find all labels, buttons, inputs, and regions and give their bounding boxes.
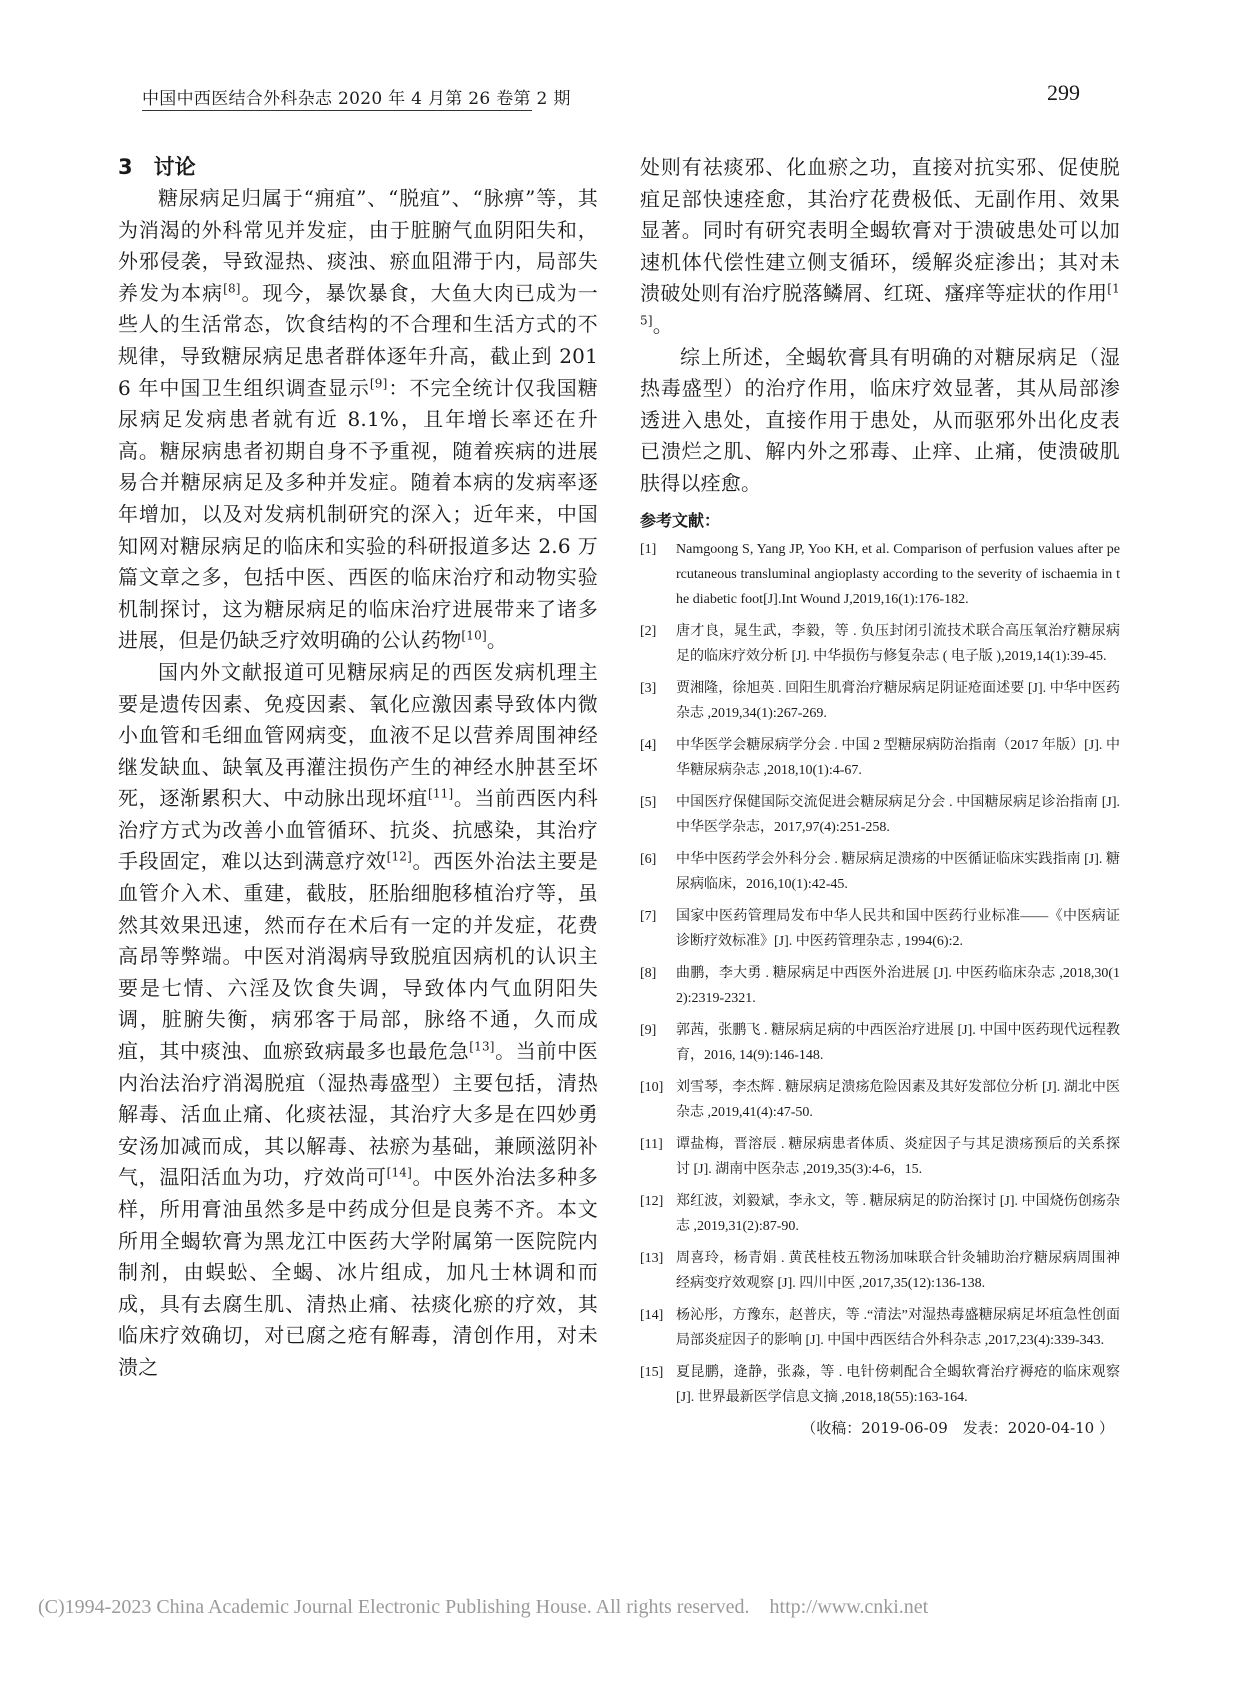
reference-item [640,676,1120,726]
reference-number: [4] [640,737,657,753]
reference-text: Namgoong S, Yang JP, Yoo KH, et al. Comparison of perfusion values after percutaneous transluminal angioplasty according to the severity of ischaemia in the diabetic foot[J].Int Wound J,2019,16(1):176-182. [676,541,1120,607]
reference-text: 郭茜，张鹏飞 . 糖尿病足病的中西医治疗进展 [J]. 中国中医药现代远程教育，2016, 14(9):146-148. [676,1022,1120,1063]
reference-number: [10] [640,1079,664,1095]
reference-text: 中华医学会糖尿病学分会 . 中国 2 型糖尿病防治指南（2017 年版）[J]. 中华糖尿病杂志 ,2018,10(1):4-67. [676,737,1120,778]
discussion-paragraph-2 [118,657,598,1384]
text-run: 处则有祛痰邪、化血瘀之功，直接对抗实邪、促使脱疽足部快速痊愈，其治疗花费极低、无副作用、效果显著。同时有研究表明全蝎软膏对于溃破患处可以加速机体代偿性建立侧支循环，缓解炎症渗出；其对未溃破处则有治疗脱落鳞屑、红斑、瘙痒等症状的作用 [640,155,1120,306]
reference-number: [12] [640,1193,664,1209]
text-run: 。现今，暴饮暴食，大鱼大肉已成为一些人的生活常态，饮食结构的不合理和生活方式的不规律，导致糖尿病足患者群体逐年升高，截止到 2016 年中国卫生组织调查显示 [118,280,598,400]
reference-number: [11] [640,1136,663,1152]
reference-text: 夏昆鹏，逄静，张淼，等 . 电针傍刺配合全蝎软膏治疗褥疮的临床观察 [J]. 世界最新医学信息文摘 ,2018,18(55):163-164. [676,1364,1120,1405]
left-column [118,152,598,1384]
copyright-footer [38,1596,1138,1619]
reference-text: 唐才良，晁生武，李毅，等 . 负压封闭引流技术联合高压氧治疗糖尿病足的临床疗效分析 [J]. 中华损伤与修复杂志 ( 电子版 ),2019,14(1):39-45. [676,623,1120,664]
reference-item [640,1075,1120,1125]
reference-text: 中华中医药学会外科分会 . 糖尿病足溃疡的中医循证临床实践指南 [J]. 糖尿病临床，2016,10(1):42-45. [676,851,1120,892]
text-run: 。中医外治法多种多样，所用膏油虽然多是中药成分但是良莠不齐。本文所用全蝎软膏为黑龙江中医药大学附属第一医院院内制剂，由蜈蚣、全蝎、冰片组成，加凡士林调和而成，具有去腐生肌、清热止痛、祛痰化瘀的疗效，其临床疗效确切，对已腐之疮有解毒，清创作用，对未溃之 [118,1165,598,1379]
citation-ref: [13] [469,1039,495,1054]
reference-number: [2] [640,623,657,639]
references-heading: 参考文献： [640,510,721,530]
reference-item [640,537,1120,612]
text-run: 糖尿病足归属于“痈疽”、“脱疽”、“脉痹”等，其为消渴的外科常见并发症，由于脏腑气血阴阳失和，外邪侵袭，导致湿热、痰浊、瘀血阻滞于内，局部失养发为本病 [118,186,598,305]
page-number: 299 [1047,80,1080,105]
text-run: ：不完全统计仅我国糖尿病足发病患者就有近 8.1%，且年增长率还在升高。糖尿病患者初期自身不予重视，随着疾病的进展易合并糖尿病足及多种并发症。随着本病的发病率逐年增加，以及对发病机制研究的深入；近年来，中国知网对糖尿病足的临床和实验的科研报道多达 2.6 万篇文章之多，包括中医、西医的临床治疗和动物实验机制探讨，这为糖尿病足的临床治疗进展带来了诸多进展，但是仍缺乏疗效明确的公认药物 [118,375,599,653]
citation-ref: [11] [427,786,454,801]
discussion-paragraph-2-continued [640,152,1120,342]
reference-list [640,537,1120,1410]
reference-item [640,1246,1120,1296]
reference-number: [15] [640,1364,664,1380]
cnki-url: http://www.cnki.net [769,1596,929,1618]
reference-item [640,733,1120,783]
text-run: 。当前中医内治法治疗消渴脱疽（湿热毒盛型）主要包括，清热解毒、活血止痛、化痰祛湿，其治疗大多是在四妙勇安汤加减而成，其以解毒、祛瘀为基础，兼顾滋阴补气，温阳活血为功，疗效尚可 [118,1039,598,1190]
reference-text: 贾湘隆，徐旭英 . 回阳生肌膏治疗糖尿病足阴证疮面述要 [J]. 中华中医药杂志 ,2019,34(1):267-269. [676,680,1120,721]
reference-item [640,790,1120,840]
reference-item [640,1132,1120,1182]
text-run: 。当前西医内科治疗方式为改善小血管循环、抗炎、抗感染，其治疗手段固定，难以达到满意疗效 [118,786,599,874]
text-run: 。西医外治法主要是血管介入术、重建，截肢，胚胎细胞移植治疗等，虽然其效果迅速，然而存在术后有一定的并发症，花费高昂等弊端。中医对消渴病导致脱疽因病机的认识主要是七情、六淫及饮食失调，导致体内气血阴阳失调，脏腑失衡，病邪客于局部，脉络不通，久而成疽，其中痰浊、血瘀致病最多也最危急 [118,849,598,1064]
reference-item [640,619,1120,669]
header-rule [142,110,532,111]
section-heading: 3 讨论 [118,155,196,179]
citation-ref: [15] [640,281,1120,328]
reference-text: 谭盐梅，晋溶辰 . 糖尿病患者体质、炎症因子与其足溃疡预后的关系探讨 [J]. 湖南中医杂志 ,2019,35(3):4-6，15. [676,1136,1120,1177]
citation-ref: [10] [461,628,487,643]
reference-text: 曲鹏，李大勇 . 糖尿病足中西医外治进展 [J]. 中医药临床杂志 ,2018,30(12):2319-2321. [676,965,1120,1006]
discussion-paragraph-1 [118,183,598,657]
reference-item [640,904,1120,954]
text-run: 国内外文献报道可见糖尿病足的西医发病机理主要是遗传因素、免疫因素、氧化应激因素导致体内微小血管和毛细血管网病变，血液不足以营养周围神经继发缺血、缺氧及再灌注损伤产生的神经水肿甚至坏死，逐渐累积大、中动脉出现坏疽 [118,659,598,811]
reference-text: 杨沁彤，方豫东，赵普庆，等 .“清法”对湿热毒盛糖尿病足坏疽急性创面局部炎症因子的影响 [J]. 中国中西医结合外科杂志 ,2017,23(4):339-343. [676,1307,1120,1348]
reference-item [640,847,1120,897]
reference-number: [8] [640,965,657,981]
citation-ref: [9] [369,375,388,390]
reference-item [640,1303,1120,1353]
reference-item [640,961,1120,1011]
text-run: 。 [486,628,508,653]
reference-number: [5] [640,794,657,810]
reference-number: [14] [640,1307,664,1323]
reference-text: 刘雪琴，李杰辉 . 糖尿病足溃疡危险因素及其好发部位分析 [J]. 湖北中医杂志 ,2019,41(4):47-50. [676,1079,1120,1120]
reference-text: 国家中医药管理局发布中华人民共和国中医药行业标准——《中医病证诊断疗效标准》[J]. 中医药管理杂志 , 1994(6):2. [676,908,1120,949]
journal-issue: 中国中西医结合外科杂志 2020 年 4 月第 26 卷第 2 期 [142,89,571,109]
reference-item [640,1189,1120,1239]
right-column [640,152,1120,1438]
reference-item [640,1360,1120,1410]
reference-item [640,1018,1120,1068]
reference-text: 郑红波，刘毅斌，李永文，等 . 糖尿病足的防治探讨 [J]. 中国烧伤创疡杂志 ,2019,31(2):87-90. [676,1193,1120,1234]
copyright-text: (C)1994-2023 China Academic Journal Electronic Publishing House. All rights reserved. [38,1596,750,1618]
reference-text: 周喜玲，杨青娟 . 黄芪桂枝五物汤加味联合针灸辅助治疗糖尿病周围神经病变疗效观察 [J]. 四川中医 ,2017,35(12):136-138. [676,1250,1120,1291]
reference-number: [9] [640,1022,657,1038]
conclusion-paragraph: 综上所述，全蝎软膏具有明确的对糖尿病足（湿热毒盛型）的治疗作用，临床疗效显著，其从局部渗透进入患处，直接作用于患处，从而驱邪外出化皮表已溃烂之肌、解内外之邪毒、止痒、止痛，使溃破肌肤得以痊愈。 [640,344,1120,495]
reference-number: [6] [640,851,657,867]
text-run: 。 [652,312,673,337]
citation-ref: [12] [386,849,413,864]
reference-number: [13] [640,1250,664,1266]
received-published-dates: （收稿：2019-06-09 发表：2020-04-10 ） [801,1418,1114,1437]
reference-number: [1] [640,541,657,557]
citation-ref: [8] [223,281,241,296]
reference-text: 中国医疗保健国际交流促进会糖尿病足分会 . 中国糖尿病足诊治指南 [J]. 中华医学杂志，2017,97(4):251-258. [676,794,1120,835]
reference-number: [7] [640,908,657,924]
citation-ref: [14] [386,1165,413,1180]
reference-number: [3] [640,680,657,696]
running-header [142,82,1080,112]
